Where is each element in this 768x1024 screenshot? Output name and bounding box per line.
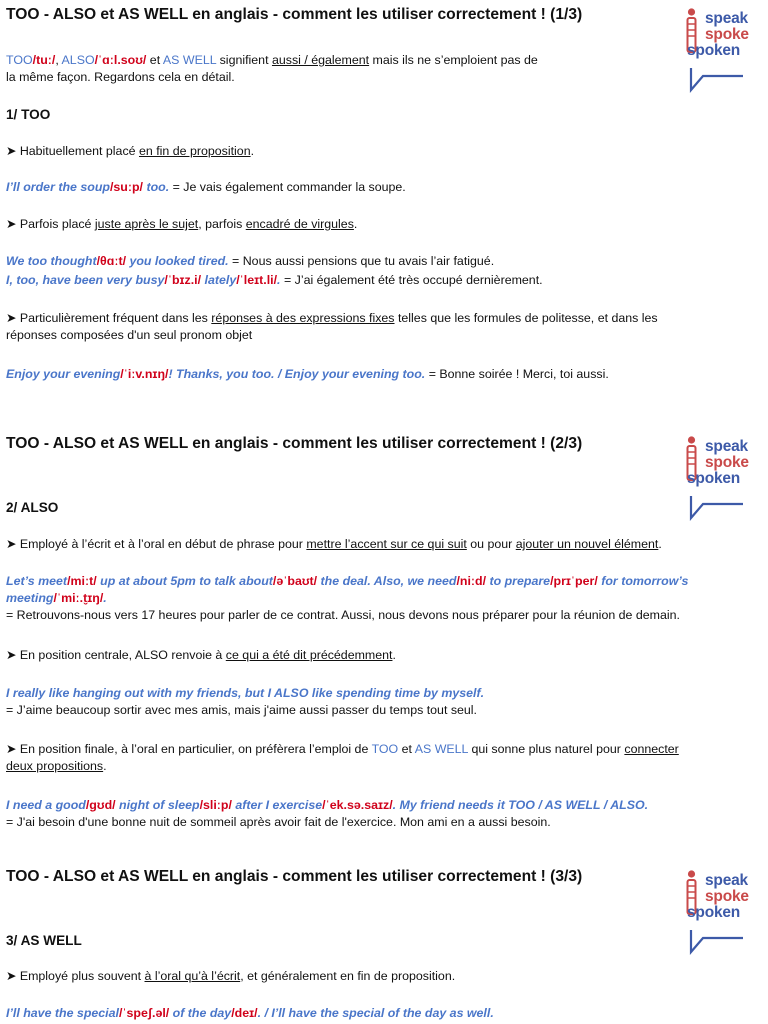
brand-word-1: speak [705,872,748,889]
brand-word-3: spoken [687,42,741,59]
bullet-2: ➤ En position centrale, ALSO renvoie à ce qui a été dit précédemment. [6,648,396,662]
example-1: Let’s meet/miːt/ up at about 5pm to talk about/əˈbaʊt/ the deal. Also, we need/niːd/ to prepare/prɪˈper/ for tomorrow’s meeting/ˈmiː.t̬ɪŋ/. = Retrouvons-nous vers 17 heures pour parler de ce contrat. Aussi, nous devons nous préparer pour la réunion de demain. [6,574,689,622]
brand-word-1: speak [705,438,748,455]
example-3: I need a good/gʊd/ night of sleep/sliːp/ after I exercise/ˈek.sə.saɪz/. My friend needs it TOO / AS WELL / ALSO. = J'ai besoin d'une bonne nuit de sommeil après avoir fait de l'exercice. Mon ami en a aussi besoin. [6,798,649,829]
bullet-2: ➤ Parfois placé juste après le sujet, parfois encadré de virgules. [6,217,358,231]
brand-word-1: speak [705,10,748,27]
intro-paragraph: TOO/tuː/, ALSO/ˈɑːl.soʊ/ et AS WELL signifient aussi / également mais ils ne s’emploient pas de la même façon. Regardons cela en détail. [6,53,538,84]
example-3: I, too, have been very busy/ˈbɪz.i/ lately/ˈleɪt.li/. = J’ai également été très occupé dernièrement. [6,273,543,287]
section-heading: 1/ TOO [6,107,51,122]
section-title: TOO - ALSO et AS WELL en anglais - comment les utiliser correctement ! (1/3) [6,6,583,23]
example-1: I’ll order the soup/suːp/ too. = Je vais également commander la soupe. [6,180,406,194]
bullet-3: ➤ En position finale, à l’oral en particulier, on préfèrera l’emploi de TOO et AS WELL qui sonne plus naturel pour connecter deux propositions. [6,742,679,773]
section-title: TOO - ALSO et AS WELL en anglais - comment les utiliser correctement ! (2/3) [6,435,583,452]
bullet-1: ➤ Employé plus souvent à l’oral qu’à l’écrit, et généralement en fin de proposition. [6,969,456,983]
brand-word-2: spoke [705,454,749,471]
bullet-3: ➤ Particulièrement fréquent dans les réponses à des expressions fixes telles que les formules de politesse, et dans les réponses composées d'un seul pronom objet [6,311,658,342]
section-title: TOO - ALSO et AS WELL en anglais - comment les utiliser correctement ! (3/3) [6,868,583,885]
example-4: Enjoy your evening/ˈiːv.nɪŋ/! Thanks, you too. / Enjoy your evening too. = Bonne soirée ! Merci, toi aussi. [6,367,609,381]
example-2: We too thought/θɑːt/ you looked tired. = Nous aussi pensions que tu avais l’air fatigué. [6,254,495,268]
bullet-1: ➤ Habituellement placé en fin de proposition. [6,144,255,158]
brand-word-2: spoke [705,888,749,905]
section-heading: 2/ ALSO [6,500,59,515]
brand-word-3: spoken [687,470,741,487]
section-heading: 3/ AS WELL [6,933,82,948]
brand-logo [683,868,761,960]
example-1: I’ll have the special/ˈspeʃ.əl/ of the day/deɪ/. / I’ll have the special of the day as well. [6,1006,494,1020]
brand-logo [683,434,761,526]
brand-word-2: spoke [705,26,749,43]
brand-word-3: spoken [687,904,741,921]
example-2: I really like hanging out with my friends, but I ALSO like spending time by myself. = J’aime beaucoup sortir avec mes amis, mais j'aime aussi passer du temps tout seul. [6,686,485,717]
bullet-1: ➤ Employé à l’écrit et à l’oral en début de phrase pour mettre l’accent sur ce qui suit ou pour ajouter un nouvel élément. [6,537,662,551]
